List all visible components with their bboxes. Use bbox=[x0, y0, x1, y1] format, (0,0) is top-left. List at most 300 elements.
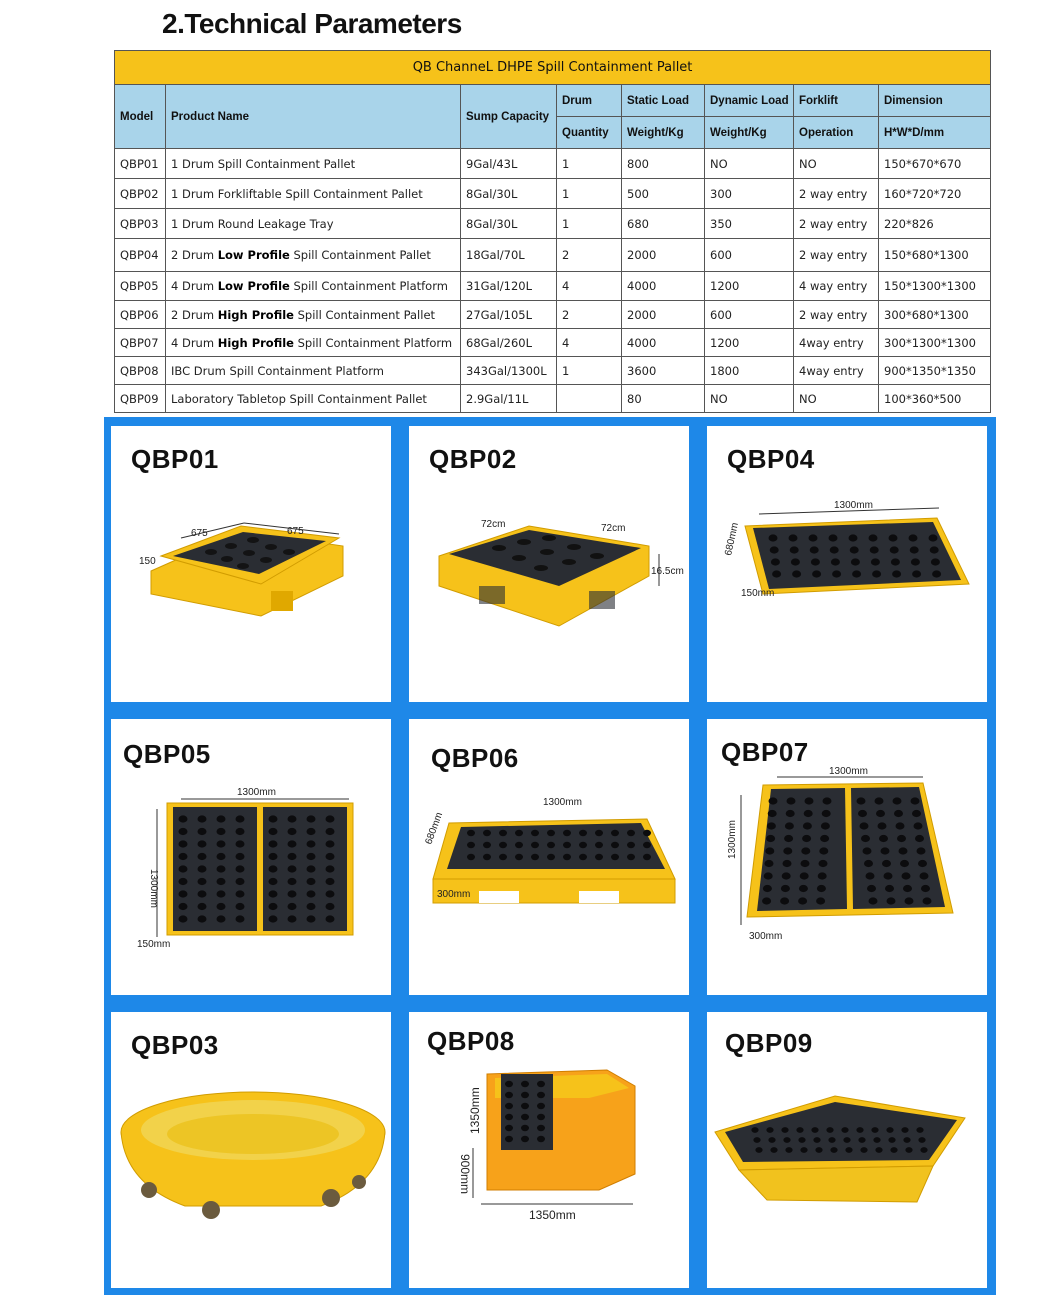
drain-hole bbox=[910, 546, 919, 553]
drain-hole bbox=[611, 854, 619, 860]
drain-hole bbox=[595, 842, 603, 848]
product-label: QBP03 bbox=[131, 1030, 219, 1060]
header-drum: Drum bbox=[557, 85, 622, 117]
dim-width: 675 bbox=[191, 528, 208, 539]
dim-width: 1350mm bbox=[468, 1087, 482, 1134]
drain-hole bbox=[236, 815, 245, 822]
drain-hole bbox=[915, 835, 924, 842]
drain-hole bbox=[801, 860, 810, 867]
drain-hole bbox=[921, 885, 930, 892]
dim-height: 300mm bbox=[437, 889, 471, 900]
header-dynamic-load: Dynamic Load bbox=[705, 85, 794, 117]
cell-model: QBP04 bbox=[115, 239, 166, 272]
drain-hole bbox=[627, 842, 635, 848]
drain-hole bbox=[912, 570, 921, 577]
table-body bbox=[115, 149, 991, 413]
drain-hole bbox=[811, 1127, 818, 1133]
drain-hole bbox=[891, 558, 900, 565]
cell-dimension: 150*670*670 bbox=[879, 149, 991, 179]
cell-dynamic-load: NO bbox=[705, 149, 794, 179]
product-name-text: Spill Containment Platform bbox=[289, 279, 448, 293]
drain-hole bbox=[179, 878, 188, 885]
cell-drum-quantity: 1 bbox=[557, 149, 622, 179]
drain-hole bbox=[179, 890, 188, 897]
drain-hole bbox=[857, 797, 866, 804]
drain-hole bbox=[884, 872, 893, 879]
drain-hole bbox=[905, 897, 914, 904]
drain-hole bbox=[288, 815, 297, 822]
cell-dynamic-load: 1800 bbox=[705, 357, 794, 385]
dim-depth: 680mm bbox=[423, 810, 446, 847]
drain-hole bbox=[765, 847, 774, 854]
drain-hole bbox=[307, 815, 316, 822]
product-tile-qbp07 bbox=[707, 719, 987, 995]
drain-hole bbox=[288, 903, 297, 910]
cell-drum-quantity: 1 bbox=[557, 179, 622, 209]
drain-hole bbox=[751, 1127, 758, 1133]
drain-hole bbox=[521, 1125, 529, 1131]
drain-hole bbox=[579, 842, 587, 848]
drain-hole bbox=[307, 915, 316, 922]
header-forklift-operation: Operation bbox=[794, 117, 879, 149]
drain-hole bbox=[563, 842, 571, 848]
drain-hole bbox=[805, 797, 814, 804]
drain-hole bbox=[269, 878, 278, 885]
drain-hole bbox=[217, 840, 226, 847]
dim-width: 1300mm bbox=[829, 766, 868, 777]
drain-hole bbox=[179, 915, 188, 922]
dim-width: 1300mm bbox=[834, 500, 873, 511]
drain-hole bbox=[799, 885, 808, 892]
product-tile-qbp03 bbox=[111, 1012, 391, 1288]
drain-hole bbox=[236, 840, 245, 847]
drain-hole bbox=[867, 885, 876, 892]
platform-four-drum-image bbox=[111, 719, 391, 995]
cell-dimension: 220*826 bbox=[879, 209, 991, 239]
drain-hole bbox=[903, 885, 912, 892]
table-row bbox=[115, 385, 991, 413]
drain-hole bbox=[914, 822, 923, 829]
product-name-text: 1 Drum Spill Containment Pallet bbox=[171, 156, 356, 171]
cell-static-load: 3600 bbox=[622, 357, 705, 385]
drain-hole bbox=[763, 885, 772, 892]
dim-height: 900mm bbox=[458, 1154, 472, 1195]
drain-hole bbox=[467, 842, 475, 848]
pallet-square-image bbox=[111, 426, 391, 702]
drain-hole bbox=[887, 897, 896, 904]
cell-forklift: 4way entry bbox=[794, 357, 879, 385]
product-name-text: 4 Drum bbox=[171, 279, 218, 293]
cell-forklift: 4 way entry bbox=[794, 272, 879, 301]
table-row bbox=[115, 209, 991, 239]
drain-hole bbox=[900, 860, 909, 867]
drain-hole bbox=[515, 830, 523, 836]
product-tile-qbp05 bbox=[111, 719, 391, 995]
round-tray-image bbox=[111, 1012, 391, 1288]
pallet-forklift-image bbox=[409, 426, 689, 702]
drain-hole bbox=[307, 865, 316, 872]
dim-depth: 72cm bbox=[601, 523, 626, 534]
drain-hole bbox=[903, 1137, 910, 1143]
drain-hole bbox=[288, 915, 297, 922]
drain-hole bbox=[801, 847, 810, 854]
cell-sump-capacity: 18Gal/70L bbox=[461, 239, 557, 272]
dim-depth: 1300mm bbox=[727, 820, 738, 859]
drain-hole bbox=[198, 903, 207, 910]
cell-model: QBP08 bbox=[115, 357, 166, 385]
drain-hole bbox=[813, 1137, 820, 1143]
drain-hole bbox=[198, 828, 207, 835]
drain-hole bbox=[802, 835, 811, 842]
drain-hole bbox=[595, 830, 603, 836]
page-title: 2.Technical Parameters bbox=[162, 8, 462, 39]
drain-hole bbox=[499, 842, 507, 848]
drain-hole bbox=[796, 1127, 803, 1133]
product-label: QBP01 bbox=[131, 444, 219, 474]
drain-hole bbox=[826, 1127, 833, 1133]
cell-product-name bbox=[166, 209, 461, 239]
product-name-emphasis: Low Profile bbox=[217, 248, 290, 262]
drain-hole bbox=[916, 1127, 923, 1133]
drain-hole bbox=[879, 835, 888, 842]
drain-hole bbox=[611, 830, 619, 836]
dim-height: 150 bbox=[139, 556, 156, 567]
cell-sump-capacity: 27Gal/105L bbox=[461, 301, 557, 329]
drain-hole bbox=[326, 903, 335, 910]
dim-height: 150mm bbox=[741, 588, 775, 599]
drain-hole bbox=[179, 828, 188, 835]
cell-forklift: NO bbox=[794, 385, 879, 413]
drain-hole bbox=[643, 854, 651, 860]
drain-hole bbox=[269, 915, 278, 922]
drain-hole bbox=[217, 865, 226, 872]
drain-hole bbox=[531, 842, 539, 848]
product-tile-qbp09 bbox=[707, 1012, 987, 1288]
drain-hole bbox=[467, 830, 475, 836]
drain-hole bbox=[505, 1136, 513, 1142]
drain-hole bbox=[326, 815, 335, 822]
drain-hole bbox=[326, 865, 335, 872]
drain-hole bbox=[902, 872, 911, 879]
tabletop-tray-image bbox=[707, 1012, 987, 1288]
product-label: QBP09 bbox=[725, 1028, 813, 1058]
cell-static-load: 4000 bbox=[622, 329, 705, 357]
product-label: QBP07 bbox=[721, 737, 809, 767]
cell-drum-quantity: 4 bbox=[557, 329, 622, 357]
drain-hole bbox=[858, 1137, 865, 1143]
product-tile-qbp06 bbox=[409, 719, 689, 995]
drain-hole bbox=[890, 1147, 897, 1153]
drain-hole bbox=[179, 853, 188, 860]
drain-hole bbox=[611, 842, 619, 848]
cell-forklift: 2 way entry bbox=[794, 179, 879, 209]
table-row bbox=[115, 329, 991, 357]
drain-hole bbox=[307, 853, 316, 860]
drain-hole bbox=[236, 878, 245, 885]
drain-hole bbox=[783, 847, 792, 854]
table-row bbox=[115, 179, 991, 209]
drain-hole bbox=[179, 815, 188, 822]
drain-hole bbox=[326, 878, 335, 885]
cell-dimension: 900*1350*1350 bbox=[879, 357, 991, 385]
drain-hole bbox=[515, 842, 523, 848]
drain-hole bbox=[911, 558, 920, 565]
drain-hole bbox=[815, 1147, 822, 1153]
drain-hole bbox=[288, 853, 297, 860]
product-label: QBP05 bbox=[123, 739, 211, 769]
drain-hole bbox=[800, 1147, 807, 1153]
drain-hole bbox=[236, 903, 245, 910]
product-name-text: 2 Drum bbox=[171, 248, 218, 262]
cell-static-load: 680 bbox=[622, 209, 705, 239]
pallet-two-drum-image bbox=[707, 426, 987, 702]
drain-hole bbox=[505, 1103, 513, 1109]
drain-hole bbox=[198, 890, 207, 897]
dim-depth: 680mm bbox=[723, 521, 741, 557]
drain-hole bbox=[326, 890, 335, 897]
drain-hole bbox=[823, 797, 832, 804]
drain-hole bbox=[804, 810, 813, 817]
cell-model: QBP06 bbox=[115, 301, 166, 329]
drain-hole bbox=[307, 878, 316, 885]
cell-forklift: 2 way entry bbox=[794, 301, 879, 329]
drain-hole bbox=[269, 828, 278, 835]
drain-hole bbox=[483, 842, 491, 848]
drain-hole bbox=[890, 546, 899, 553]
cell-dimension: 160*720*720 bbox=[879, 179, 991, 209]
drain-hole bbox=[307, 903, 316, 910]
drain-hole bbox=[932, 570, 941, 577]
drain-hole bbox=[547, 830, 555, 836]
header-dimension-unit: H*W*D/mm bbox=[879, 117, 991, 149]
drain-hole bbox=[505, 1081, 513, 1087]
drain-hole bbox=[866, 872, 875, 879]
cell-product-name bbox=[166, 329, 461, 357]
cell-sump-capacity: 9Gal/43L bbox=[461, 149, 557, 179]
drain-hole bbox=[923, 897, 932, 904]
cell-static-load: 2000 bbox=[622, 301, 705, 329]
cell-sump-capacity: 8Gal/30L bbox=[461, 209, 557, 239]
drain-hole bbox=[850, 546, 859, 553]
drain-hole bbox=[288, 865, 297, 872]
cell-sump-capacity: 68Gal/260L bbox=[461, 329, 557, 357]
drain-hole bbox=[870, 546, 879, 553]
drain-hole bbox=[869, 534, 878, 541]
cell-dynamic-load: 350 bbox=[705, 209, 794, 239]
drain-hole bbox=[798, 1137, 805, 1143]
header-row-top bbox=[115, 85, 991, 117]
cell-forklift: 2 way entry bbox=[794, 239, 879, 272]
cell-forklift: NO bbox=[794, 149, 879, 179]
cell-model: QBP02 bbox=[115, 179, 166, 209]
cell-dimension: 300*680*1300 bbox=[879, 301, 991, 329]
drain-hole bbox=[822, 810, 831, 817]
cell-model: QBP05 bbox=[115, 272, 166, 301]
drain-hole bbox=[217, 853, 226, 860]
drain-hole bbox=[765, 860, 774, 867]
cell-dynamic-load: 600 bbox=[705, 239, 794, 272]
drain-hole bbox=[809, 534, 818, 541]
product-tile-qbp08 bbox=[409, 1012, 689, 1288]
drain-hole bbox=[901, 1127, 908, 1133]
drain-hole bbox=[269, 815, 278, 822]
dim-depth: 1350mm bbox=[529, 1208, 576, 1222]
drain-hole bbox=[236, 828, 245, 835]
drain-hole bbox=[766, 1127, 773, 1133]
drain-hole bbox=[851, 558, 860, 565]
drain-hole bbox=[819, 847, 828, 854]
drain-hole bbox=[769, 797, 778, 804]
drain-hole bbox=[326, 840, 335, 847]
drain-hole bbox=[236, 865, 245, 872]
table-row bbox=[115, 272, 991, 301]
drain-hole bbox=[817, 885, 826, 892]
product-name-text: IBC Drum Spill Containment Platform bbox=[171, 363, 384, 378]
drain-hole bbox=[785, 1147, 792, 1153]
drain-hole bbox=[755, 1147, 762, 1153]
drain-hole bbox=[831, 558, 840, 565]
drain-hole bbox=[875, 797, 884, 804]
cell-product-name bbox=[166, 239, 461, 272]
drain-hole bbox=[828, 1137, 835, 1143]
drain-hole bbox=[861, 835, 870, 842]
table-row bbox=[115, 301, 991, 329]
drain-hole bbox=[326, 828, 335, 835]
drain-hole bbox=[771, 558, 780, 565]
cell-sump-capacity: 31Gal/120L bbox=[461, 272, 557, 301]
drain-hole bbox=[800, 872, 809, 879]
cell-product-name bbox=[166, 179, 461, 209]
drain-hole bbox=[768, 810, 777, 817]
dim-depth: 1300mm bbox=[148, 869, 159, 908]
drain-hole bbox=[753, 1137, 760, 1143]
cell-static-load: 4000 bbox=[622, 272, 705, 301]
cell-drum-quantity: 2 bbox=[557, 301, 622, 329]
drain-hole bbox=[547, 842, 555, 848]
drain-hole bbox=[885, 885, 894, 892]
product-name-text: Spill Containment Pallet bbox=[289, 248, 431, 262]
drain-hole bbox=[288, 878, 297, 885]
drain-hole bbox=[888, 1137, 895, 1143]
drain-hole bbox=[832, 570, 841, 577]
cell-dynamic-load: 1200 bbox=[705, 272, 794, 301]
drain-hole bbox=[198, 815, 207, 822]
header-dynamic-weight: Weight/Kg bbox=[705, 117, 794, 149]
drain-hole bbox=[852, 570, 861, 577]
drain-hole bbox=[288, 890, 297, 897]
drain-hole bbox=[563, 830, 571, 836]
drain-hole bbox=[579, 854, 587, 860]
drain-hole bbox=[787, 797, 796, 804]
dim-height: 150mm bbox=[137, 939, 171, 950]
header-model: Model bbox=[115, 85, 166, 149]
drain-hole bbox=[198, 878, 207, 885]
drain-hole bbox=[911, 797, 920, 804]
drain-hole bbox=[483, 830, 491, 836]
cell-drum-quantity: 2 bbox=[557, 239, 622, 272]
drain-hole bbox=[269, 890, 278, 897]
drain-hole bbox=[803, 822, 812, 829]
spec-table bbox=[114, 50, 991, 413]
drain-hole bbox=[563, 854, 571, 860]
cell-drum-quantity bbox=[557, 385, 622, 413]
drain-hole bbox=[198, 865, 207, 872]
drain-hole bbox=[920, 1147, 927, 1153]
drain-hole bbox=[863, 847, 872, 854]
drain-hole bbox=[217, 890, 226, 897]
drain-hole bbox=[786, 810, 795, 817]
drain-hole bbox=[288, 828, 297, 835]
drain-hole bbox=[537, 1114, 545, 1120]
cell-sump-capacity: 2.9Gal/11L bbox=[461, 385, 557, 413]
drain-hole bbox=[849, 534, 858, 541]
drain-hole bbox=[537, 1125, 545, 1131]
product-name-text: 4 Drum bbox=[171, 335, 218, 350]
drain-hole bbox=[198, 915, 207, 922]
drain-hole bbox=[860, 822, 869, 829]
product-name-text: Spill Containment Pallet bbox=[293, 307, 436, 322]
drain-hole bbox=[785, 822, 794, 829]
cell-model: QBP01 bbox=[115, 149, 166, 179]
header-forklift: Forklift bbox=[794, 85, 879, 117]
dim-width: 72cm bbox=[481, 519, 506, 530]
drain-hole bbox=[869, 897, 878, 904]
drain-hole bbox=[878, 822, 887, 829]
drain-hole bbox=[873, 1137, 880, 1143]
cell-dynamic-load: 300 bbox=[705, 179, 794, 209]
product-label: QBP08 bbox=[427, 1026, 515, 1056]
drain-hole bbox=[930, 546, 939, 553]
drain-hole bbox=[845, 1147, 852, 1153]
header-product-name: Product Name bbox=[166, 85, 461, 149]
drain-hole bbox=[307, 890, 316, 897]
drain-hole bbox=[841, 1127, 848, 1133]
drain-hole bbox=[896, 822, 905, 829]
drain-hole bbox=[521, 1092, 529, 1098]
header-drum-quantity: Quantity bbox=[557, 117, 622, 149]
product-tile-qbp02 bbox=[409, 426, 689, 702]
cell-forklift: 4way entry bbox=[794, 329, 879, 357]
drain-hole bbox=[236, 915, 245, 922]
drain-hole bbox=[198, 840, 207, 847]
table-caption-row bbox=[115, 51, 991, 85]
cell-drum-quantity: 1 bbox=[557, 357, 622, 385]
drain-hole bbox=[521, 1136, 529, 1142]
header-dimension: Dimension bbox=[879, 85, 991, 117]
drain-hole bbox=[821, 822, 830, 829]
drain-hole bbox=[269, 903, 278, 910]
drain-hole bbox=[236, 853, 245, 860]
drain-hole bbox=[595, 854, 603, 860]
drain-hole bbox=[905, 1147, 912, 1153]
product-name-text: Laboratory Tabletop Spill Containment Pallet bbox=[171, 391, 427, 406]
drain-hole bbox=[770, 1147, 777, 1153]
drain-hole bbox=[780, 897, 789, 904]
drain-hole bbox=[917, 847, 926, 854]
drain-hole bbox=[920, 872, 929, 879]
drain-hole bbox=[537, 1092, 545, 1098]
cell-static-load: 80 bbox=[622, 385, 705, 413]
drain-hole bbox=[483, 854, 491, 860]
drain-hole bbox=[269, 853, 278, 860]
drain-hole bbox=[894, 810, 903, 817]
drain-hole bbox=[871, 558, 880, 565]
drain-hole bbox=[791, 558, 800, 565]
product-name-text: 1 Drum Round Leakage Tray bbox=[171, 216, 334, 231]
drain-hole bbox=[627, 854, 635, 860]
drain-hole bbox=[871, 1127, 878, 1133]
product-name-text: 1 Drum Forkliftable Spill Containment Pallet bbox=[171, 186, 423, 201]
